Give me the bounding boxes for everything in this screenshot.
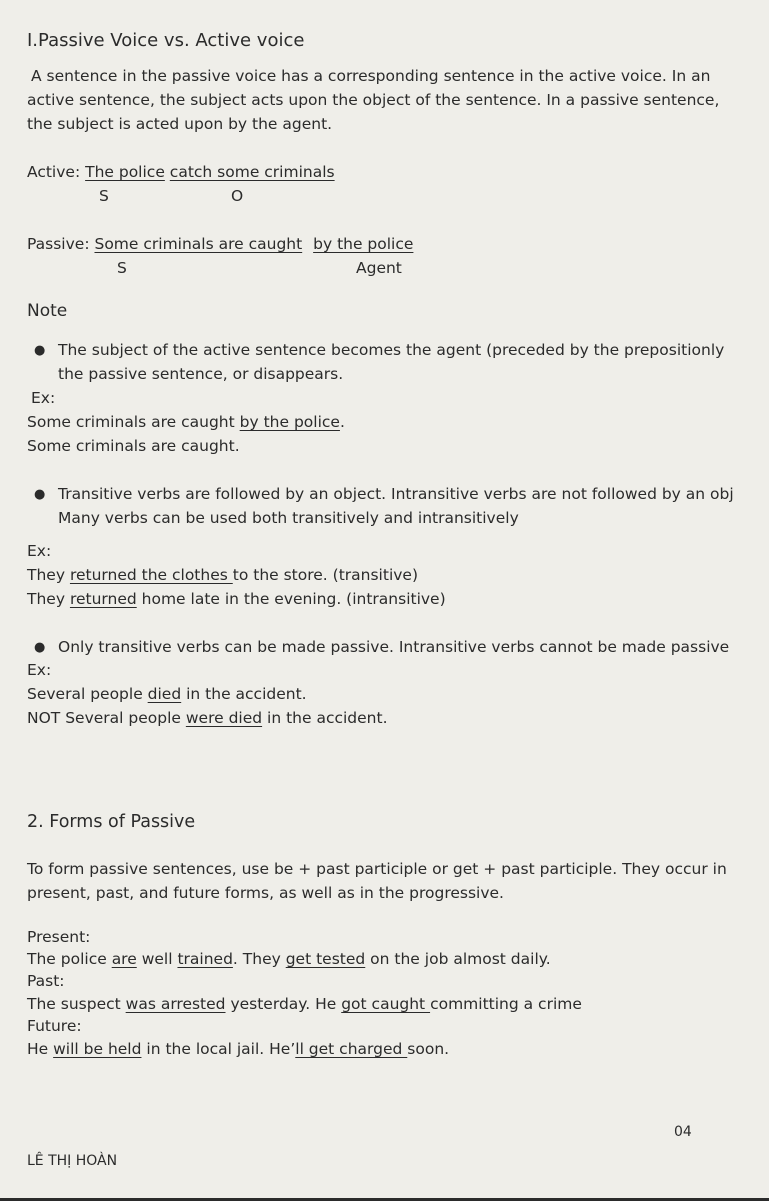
- ex2-text: They: [27, 590, 70, 608]
- bullet-icon: ●: [34, 640, 46, 655]
- ex3-underlined: were died: [185, 709, 263, 727]
- active-example: [27, 163, 335, 181]
- ex2-line-1: [27, 566, 418, 584]
- future-text: soon.: [407, 1040, 450, 1058]
- section-2-intro-line-1: To form passive sentences, use be + past participle or get + past participle. They occur in: [27, 860, 727, 878]
- future-underlined: will be held: [53, 1040, 142, 1058]
- present-text: . They: [232, 950, 286, 968]
- passive-agent-mark: Agent: [356, 259, 402, 277]
- passive-subject: Some criminals are caught: [94, 235, 303, 253]
- bullet-3: Only transitive verbs can be made passive. Intransitive verbs cannot be made passive: [58, 638, 730, 656]
- page-number: 04: [674, 1124, 692, 1140]
- present-text: on the job almost daily.: [365, 950, 551, 968]
- ex3-text-end: in the accident.: [262, 709, 388, 727]
- bullet-1-line-1: The subject of the active sentence becomes the agent (preceded by the prepositionly: [58, 341, 725, 359]
- present-example: [27, 950, 551, 968]
- ex1-line-1: [27, 413, 345, 431]
- ex2-label: Ex:: [27, 542, 52, 560]
- section-2-intro-line-2: present, past, and future forms, as well as in the progressive.: [27, 884, 504, 902]
- ex1-text: Some criminals are caught: [27, 413, 240, 431]
- future-text: in the local jail. He’: [141, 1040, 296, 1058]
- present-label: Present:: [27, 928, 91, 946]
- ex2-text: They: [27, 566, 70, 584]
- past-label: Past:: [27, 972, 65, 990]
- ex3-text-end: in the accident.: [181, 685, 307, 703]
- ex1-line-2: Some criminals are caught.: [27, 437, 240, 455]
- active-o-mark: O: [231, 187, 244, 205]
- past-text: yesterday. He: [225, 995, 342, 1013]
- ex1-label: Ex:: [31, 389, 56, 407]
- bullet-1-line-2: the passive sentence, or disappears.: [58, 365, 344, 383]
- present-underlined: trained: [177, 950, 233, 968]
- present-text: The police: [27, 950, 112, 968]
- past-underlined: was arrested: [125, 995, 226, 1013]
- intro-line-1: A sentence in the passive voice has a corresponding sentence in the active voice. In an: [31, 67, 711, 85]
- note-title: Note: [27, 301, 68, 321]
- past-example: [27, 995, 582, 1013]
- ex1-underlined: by the police: [239, 413, 340, 431]
- bullet-2-line-2: Many verbs can be used both transitively and intransitively: [58, 509, 519, 527]
- bullet-2-line-1: Transitive verbs are followed by an object. Intransitive verbs are not followed by an obj: [58, 485, 734, 503]
- ex2-underlined: returned: [69, 590, 137, 608]
- intro-line-2: active sentence, the subject acts upon the object of the sentence. In a passive sentence,: [27, 91, 720, 109]
- future-text: He: [27, 1040, 54, 1058]
- passive-example: [27, 235, 413, 253]
- active-subject: The police: [85, 163, 165, 181]
- bullet-icon: ●: [34, 487, 46, 502]
- active-s-mark: S: [99, 187, 109, 205]
- section-2-title: 2. Forms of Passive: [27, 812, 196, 832]
- passive-label: Passive:: [27, 235, 90, 253]
- ex3-text: Several people: [27, 685, 148, 703]
- ex3-underlined: died: [147, 685, 182, 703]
- ex2-text-end: home late in the evening. (intransitive): [136, 590, 446, 608]
- future-underlined: ll get charged: [295, 1040, 408, 1058]
- past-text: The suspect: [27, 995, 126, 1013]
- intro-line-3: the subject is acted upon by the agent.: [27, 115, 333, 133]
- passive-s-mark: S: [117, 259, 127, 277]
- ex3-label: Ex:: [27, 661, 52, 679]
- future-label: Future:: [27, 1017, 82, 1035]
- ex3-text: NOT Several people: [27, 709, 186, 727]
- present-text: well: [136, 950, 178, 968]
- present-underlined: are: [111, 950, 137, 968]
- present-underlined: get tested: [285, 950, 366, 968]
- past-underlined: got caught: [341, 995, 431, 1013]
- ex2-line-2: [27, 590, 446, 608]
- ex1-text-end: .: [339, 413, 345, 431]
- bullet-icon: ●: [34, 343, 46, 358]
- author-name: LÊ THỊ HOÀN: [27, 1153, 118, 1169]
- section-1-title: I.Passive Voice vs. Active voice: [27, 30, 305, 51]
- future-example: [27, 1040, 449, 1058]
- active-rest: catch some criminals: [169, 163, 335, 181]
- past-text: committing a crime: [430, 995, 582, 1013]
- passive-agent: by the police: [313, 235, 414, 253]
- active-label: Active:: [27, 163, 81, 181]
- ex3-line-2: [27, 709, 388, 727]
- ex2-underlined: returned the clothes: [69, 566, 233, 584]
- ex3-line-1: [27, 685, 307, 703]
- ex2-text-end: to the store. (transitive): [232, 566, 419, 584]
